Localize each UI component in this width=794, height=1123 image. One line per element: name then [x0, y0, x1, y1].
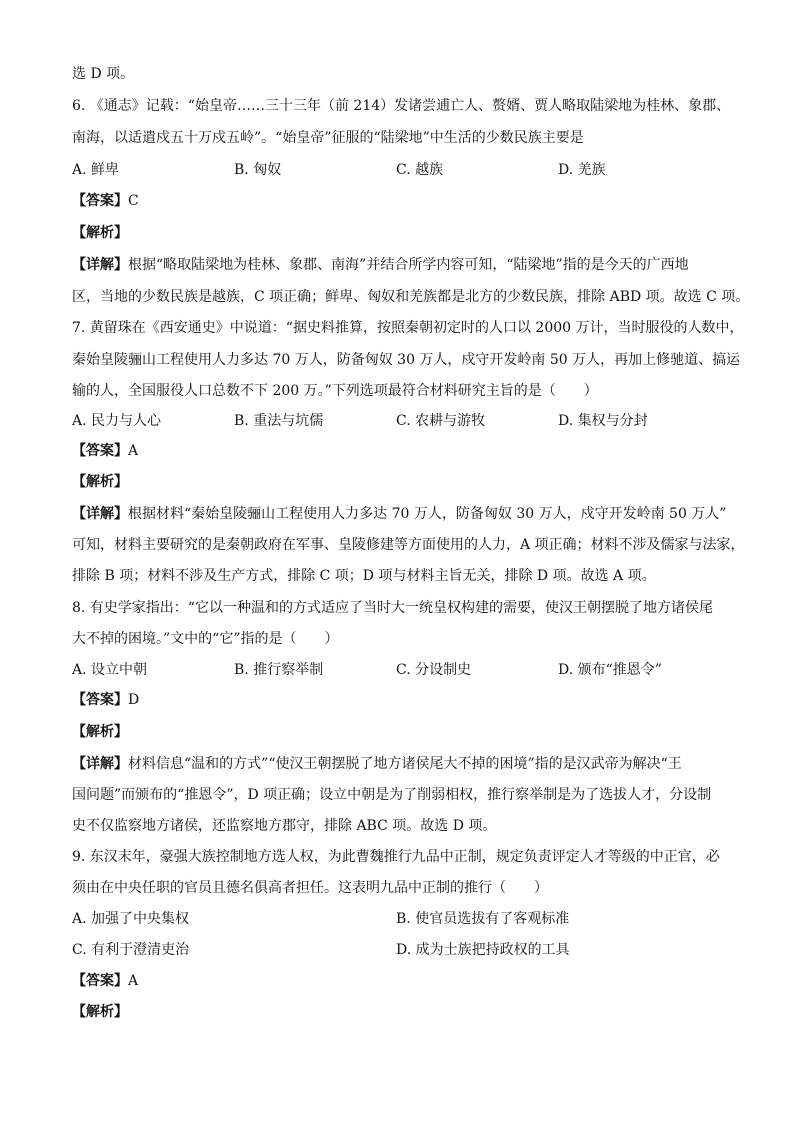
question-7-options — [72, 411, 722, 431]
answer-line — [72, 441, 722, 461]
answer-label: 【答案】 — [72, 193, 128, 209]
option-c: C. 越族 — [396, 162, 444, 178]
option-a: A. 设立中朝 — [72, 662, 148, 678]
option-d: D. 集权与分封 — [558, 413, 648, 429]
detail-line: 国问题”而颁布的“推恩令”，D 项正确；设立中朝是为了削弱相权，推行察举制是为了选拔人才，分设制 — [72, 787, 712, 803]
answer-label: 【答案】 — [72, 443, 128, 459]
detail-text: 根据材料“秦始皇陵骊山工程使用人力多达 70 万人，防备匈奴 30 万人，戍守开发岭南 50 万人” — [128, 506, 727, 522]
detail-line — [72, 754, 722, 774]
option-c: C. 农耕与游牧 — [396, 413, 486, 429]
option-b: B. 重法与坑儒 — [234, 413, 324, 429]
detail-line: 区，当地的少数民族是越族，C 项正确；鲜卑、匈奴和羌族都是北方的少数民族，排除 ABD 项。故选 C 项。 — [72, 289, 750, 305]
analysis-label: 【解析】 — [72, 724, 128, 740]
option-b: B. 使官员选拔有了客观标准 — [396, 911, 570, 927]
question-6-options — [72, 160, 722, 180]
analysis-label: 【解析】 — [72, 1004, 128, 1020]
detail-text: 根据“略取陆梁地为桂林、象郡、南海”并结合所学内容可知，“陆梁地”指的是今天的广西地 — [128, 257, 689, 273]
answer-line — [72, 971, 722, 991]
detail-text: 材料信息“温和的方式”“使汉王朝摆脱了地方诸侯尾大不掉的困境”指的是汉武帝为解决“王 — [128, 756, 682, 772]
detail-line: 可知，材料主要研究的是秦朝政府在军事、皇陵修建等方面使用的人力，A 项正确；材料不涉及儒家与法家， — [72, 537, 745, 553]
question-8-stem: 8. 有史学家指出：“它以一种温和的方式适应了当时大一统皇权构建的需要，使汉王朝摆脱了地方诸侯尾 — [72, 600, 713, 616]
answer-line — [72, 191, 722, 211]
answer-value: A — [128, 443, 139, 459]
question-7-stem: 秦始皇陵骊山工程使用人力多达 70 万人，防备匈奴 30 万人，戍守开发岭南 50 万人，再加上修驰道、搞运 — [72, 352, 741, 368]
question-8-stem: 大不掉的困境。”文中的“它”指的是（ ） — [72, 631, 339, 647]
detail-label: 【详解】 — [72, 506, 128, 522]
answer-label: 【答案】 — [72, 692, 128, 708]
question-7-stem: 7. 黄留珠在《西安通史》中说道：“据史料推算，按照秦朝初定时的人口以 2000 万计，当时服役的人数中， — [72, 320, 744, 336]
detail-line — [72, 504, 727, 524]
option-d: D. 羌族 — [558, 162, 606, 178]
question-9-stem: 须由在中央任职的官员且德名俱高者担任。这表明九品中正制的推行（ ） — [72, 880, 548, 896]
question-6-stem: 南海，以适遣戍五十万戍五岭”。“始皇帝”征服的“陆梁地”中生活的少数民族主要是 — [72, 130, 584, 146]
answer-value: C — [128, 193, 139, 209]
detail-label: 【详解】 — [72, 257, 128, 273]
option-b: B. 推行察举制 — [234, 662, 324, 678]
answer-value: D — [128, 692, 140, 708]
detail-label: 【详解】 — [72, 756, 128, 772]
question-9-stem: 9. 东汉末年，豪强大族控制地方选人权，为此曹魏推行九品中正制，规定负责评定人才等级的中正官，必 — [72, 849, 720, 865]
question-9-options — [72, 940, 722, 960]
option-a: A. 加强了中央集权 — [72, 911, 190, 927]
option-d: D. 颁布“推恩令” — [558, 662, 662, 678]
detail-line: 排除 B 项；材料不涉及生产方式，排除 C 项；D 项与材料主旨无关，排除 D 项。故选 A 项。 — [72, 568, 656, 584]
question-6-stem: 6. 《通志》记载：“始皇帝……三十三年（前 214）发诸尝逋亡人、赘婿、贾人略取陆梁地为桂林、象郡、 — [72, 98, 731, 114]
analysis-label: 【解析】 — [72, 474, 128, 490]
option-c: C. 分设制史 — [396, 662, 472, 678]
question-7-stem: 输的人，全国服役人口总数不下 200 万。”下列选项最符合材料研究主旨的是（ ） — [72, 383, 598, 399]
option-d: D. 成为士族把持政权的工具 — [396, 942, 570, 958]
text-line: 选 D 项。 — [72, 66, 135, 82]
option-a: A. 民力与人心 — [72, 413, 162, 429]
option-a: A. 鲜卑 — [72, 162, 120, 178]
question-9-options — [72, 909, 722, 929]
detail-line — [72, 255, 722, 275]
answer-line — [72, 690, 722, 710]
option-c: C. 有利于澄清吏治 — [72, 942, 190, 958]
answer-value: A — [128, 973, 139, 989]
question-8-options — [72, 660, 722, 680]
answer-label: 【答案】 — [72, 973, 128, 989]
option-b: B. 匈奴 — [234, 162, 282, 178]
analysis-label: 【解析】 — [72, 225, 128, 241]
detail-line: 史不仅监察地方诸侯，还监察地方郡守，排除 ABC 项。故选 D 项。 — [72, 818, 497, 834]
